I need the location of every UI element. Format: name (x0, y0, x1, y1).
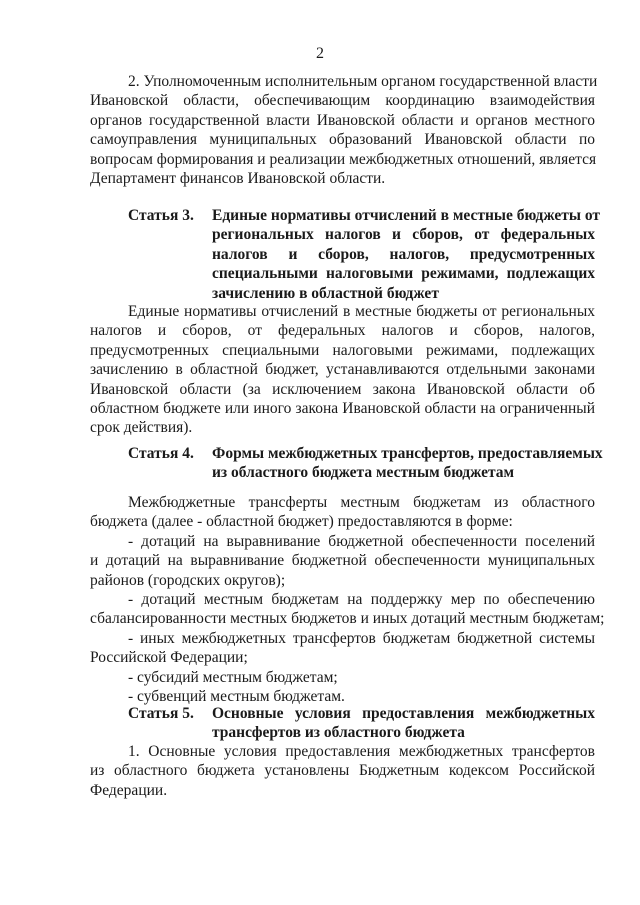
article-title (212, 444, 603, 483)
text-line: Межбюджетные трансферты местным бюджетам из областного (128, 494, 595, 511)
text-line: самоуправления муниципальных образований Ивановской области по (90, 131, 595, 149)
article-4-heading (128, 444, 603, 483)
list-item: - иных межбюджетных трансфертов бюджетам бюджетной системы (128, 629, 595, 647)
list-item: - дотаций местным бюджетам на поддержку мер по обеспечению (128, 590, 595, 608)
text-line: районов (городских округов); (90, 571, 286, 589)
title-line: Единые нормативы отчислений в местные бюджеты от (212, 207, 600, 224)
article-label: Статья 3. (128, 207, 194, 224)
text-line: Российской Федерации; (90, 649, 248, 667)
title-line: региональных налогов и сборов, от федеральных (212, 226, 595, 244)
article-label: Статья 5. (128, 705, 194, 722)
text-line: и дотаций на выравнивание бюджетной обеспеченности муниципальных (90, 552, 595, 570)
list-item: - дотаций на выравнивание бюджетной обеспеченности поселений (128, 532, 595, 550)
article-label: Статья 4. (128, 445, 194, 462)
title-line: Формы межбюджетных трансфертов, предоставляемых (212, 445, 603, 462)
article-title (212, 704, 595, 743)
article-3-text (90, 302, 595, 438)
text-line: Ивановской области (за исключением закона Ивановской области об (90, 380, 595, 398)
list-item: - субсидий местным бюджетам; (128, 668, 338, 686)
text-line: органов государственной власти Ивановской области и органов местного (90, 111, 595, 129)
paragraph-2 (90, 72, 598, 188)
text-line: сбалансированности местных бюджетов и иных дотаций местным бюджетам; (90, 610, 605, 628)
text-line: областном бюджете или иного закона Ивановской области на ограниченный (90, 399, 595, 417)
title-line: зачислению в областной бюджет (212, 284, 439, 302)
text-line: из областного бюджета установлены Бюджетным кодексом Российской (90, 762, 595, 780)
text-line: 1. Основные условия предоставления межбюджетных трансфертов (128, 743, 595, 760)
article-3-heading (128, 206, 600, 303)
article-title (212, 206, 600, 303)
text-line: вопросам формирования и реализации межбюджетных отношений, является (90, 150, 597, 168)
text-line: зачислению в областной бюджет, устанавливаются отдельными законами (90, 361, 595, 379)
text-line: предусмотренных специальными налоговыми режимами, подлежащих (90, 341, 595, 359)
article-5-text (90, 742, 595, 800)
text-line: 2. Уполномоченным исполнительным органом государственной власти (128, 73, 598, 90)
page-number: 2 (316, 45, 324, 62)
text-line: Департамент финансов Ивановской области. (90, 169, 386, 187)
title-line: налогов и сборов, налогов, предусмотренных (212, 245, 595, 263)
article-4-text (90, 493, 605, 706)
text-line: бюджета (далее - областной бюджет) предоставляются в форме: (90, 513, 513, 531)
title-line: из областного бюджета местным бюджетам (212, 464, 515, 482)
title-line: специальными налоговыми режимами, подлежащих (212, 265, 595, 283)
title-line: Основные условия предоставления межбюджетных (212, 705, 595, 722)
article-5-heading (128, 704, 595, 743)
list-item: - субвенций местным бюджетам. (128, 687, 345, 705)
text-line: Федерации. (90, 781, 168, 799)
text-line: срок действия). (90, 419, 193, 437)
text-line: налогов и сборов, от федеральных налогов и сборов, налогов, (90, 322, 595, 340)
title-line: трансфертов из областного бюджета (212, 724, 465, 742)
text-line: Единые нормативы отчислений в местные бюджеты от региональных (128, 303, 595, 320)
text-line: Ивановской области, обеспечивающим координацию взаимодействия (90, 92, 595, 110)
